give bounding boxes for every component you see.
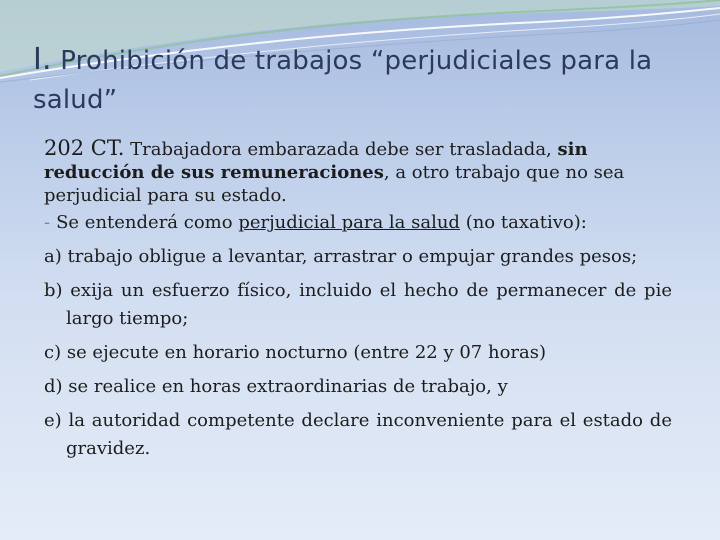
definition-underlined: perjudicial para la salud xyxy=(238,212,460,233)
definition-text: Se entenderá como xyxy=(56,212,239,233)
intro-text-end: , a otro trabajo que no sea perjudicial para su estado. xyxy=(44,162,625,206)
intro-paragraph xyxy=(44,137,672,207)
list-item-e: e) la autoridad competente declare inconveniente para el estado de gravidez. xyxy=(44,410,672,459)
list-item-b: b) exija un esfuerzo físico, incluido el hecho de permanecer de pie largo tiempo; xyxy=(44,280,672,329)
article-reference: 202 CT. xyxy=(44,136,125,160)
title-text: Prohibición de trabajos “perjudiciales para la salud” xyxy=(33,46,653,115)
definition-text-end: (no taxativo): xyxy=(459,212,587,233)
list-item-a: a) trabajo obligue a levantar, arrastrar o empujar grandes pesos; xyxy=(44,246,638,267)
title-numeral: I. xyxy=(33,42,52,77)
dash-bullet: - xyxy=(44,212,51,233)
list-item-c: c) se ejecute en horario nocturno (entre 22 y 07 horas) xyxy=(44,342,546,363)
intro-text: Trabajadora embarazada debe ser trasladada, xyxy=(124,139,558,160)
list-item-d: d) se realice en horas extraordinarias de trabajo, y xyxy=(44,376,508,397)
intro-bold-text: sin reducción de sus remuneraciones xyxy=(44,139,588,183)
definition-line xyxy=(44,209,672,237)
slide-body xyxy=(44,137,672,463)
slide-title xyxy=(33,40,673,120)
